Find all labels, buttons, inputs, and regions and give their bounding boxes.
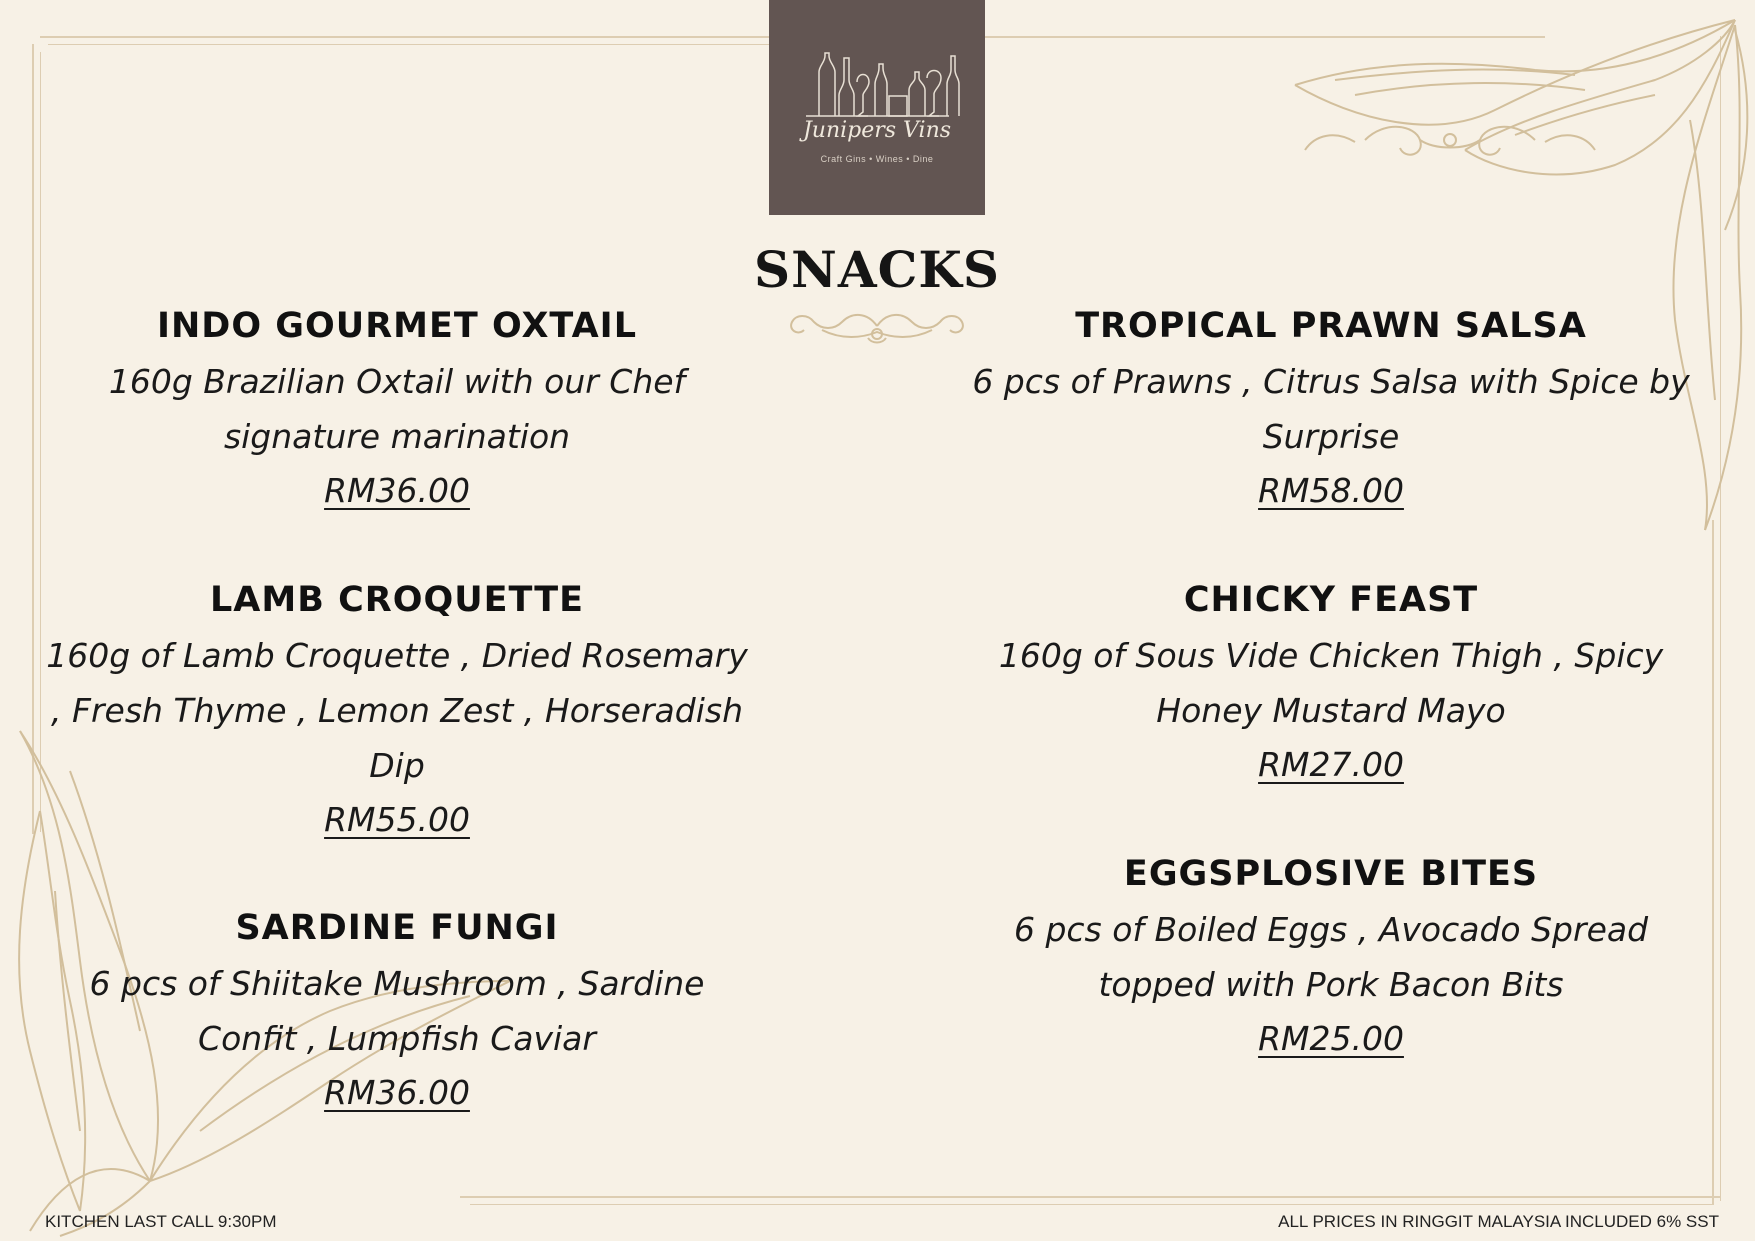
menu-item-price: RM25.00	[1258, 1019, 1404, 1058]
frame-right-line	[1712, 520, 1714, 1205]
menu-item	[950, 298, 1712, 518]
menu-column-right	[950, 298, 1712, 1098]
brand-name: Junipers Vins	[802, 118, 952, 143]
brand-tagline: Craft Gins • Wines • Dine	[820, 154, 934, 164]
menu-item-name: EGGSPLOSIVE BITES	[1123, 854, 1539, 894]
menu-item-description: 160g of Lamb Croquette , Dried Rosemary , Fresh Thyme , Lemon Zest , Horseradish Dip	[46, 636, 748, 785]
menu-item-price: RM27.00	[1258, 745, 1404, 784]
footer-price-note: ALL PRICES IN RINGGIT MALAYSIA INCLUDED 6% SST	[1278, 1212, 1719, 1231]
menu-item	[40, 298, 754, 518]
menu-item-price: RM36.00	[324, 471, 470, 510]
frame-bottom-line	[460, 1196, 1720, 1198]
menu-item-name: SARDINE FUNGI	[235, 908, 559, 948]
menu-item-description: 160g of Sous Vide Chicken Thigh , Spicy Honey Mustard Mayo	[998, 636, 1664, 730]
menu-item	[950, 572, 1712, 792]
frame-top-line	[40, 36, 769, 38]
brand-logo	[769, 0, 985, 215]
frame-bottom-line	[470, 1204, 1712, 1205]
menu-item	[40, 900, 754, 1120]
frame-top-line	[48, 44, 769, 45]
scroll-divider	[782, 300, 972, 344]
menu-item-price: RM55.00	[324, 800, 470, 839]
page-title: SNACKS	[754, 240, 1000, 299]
menu-column-left	[40, 298, 754, 1118]
menu-item-name: CHICKY FEAST	[1183, 580, 1479, 620]
menu-item-name: LAMB CROQUETTE	[209, 580, 584, 620]
menu-item-description: 6 pcs of Boiled Eggs , Avocado Spread topped with Pork Bacon Bits	[1013, 910, 1649, 1004]
footer-kitchen-last-call: KITCHEN LAST CALL 9:30PM	[45, 1212, 277, 1231]
menu-item-price: RM58.00	[1258, 471, 1404, 510]
bottles-glasses-icon	[769, 0, 985, 120]
menu-item-price: RM36.00	[324, 1073, 470, 1112]
menu-item	[40, 572, 754, 847]
menu-item	[950, 846, 1712, 1066]
menu-item-name: INDO GOURMET OXTAIL	[156, 306, 637, 346]
menu-item-description: 160g Brazilian Oxtail with our Chef signature marination	[108, 362, 686, 456]
menu-item-description: 6 pcs of Prawns , Citrus Salsa with Spice by Surprise	[972, 362, 1690, 456]
menu-item-name: TROPICAL PRAWN SALSA	[1075, 306, 1587, 346]
menu-item-description: 6 pcs of Shiitake Mushroom , Sardine Confit , Lumpfish Caviar	[89, 964, 705, 1058]
